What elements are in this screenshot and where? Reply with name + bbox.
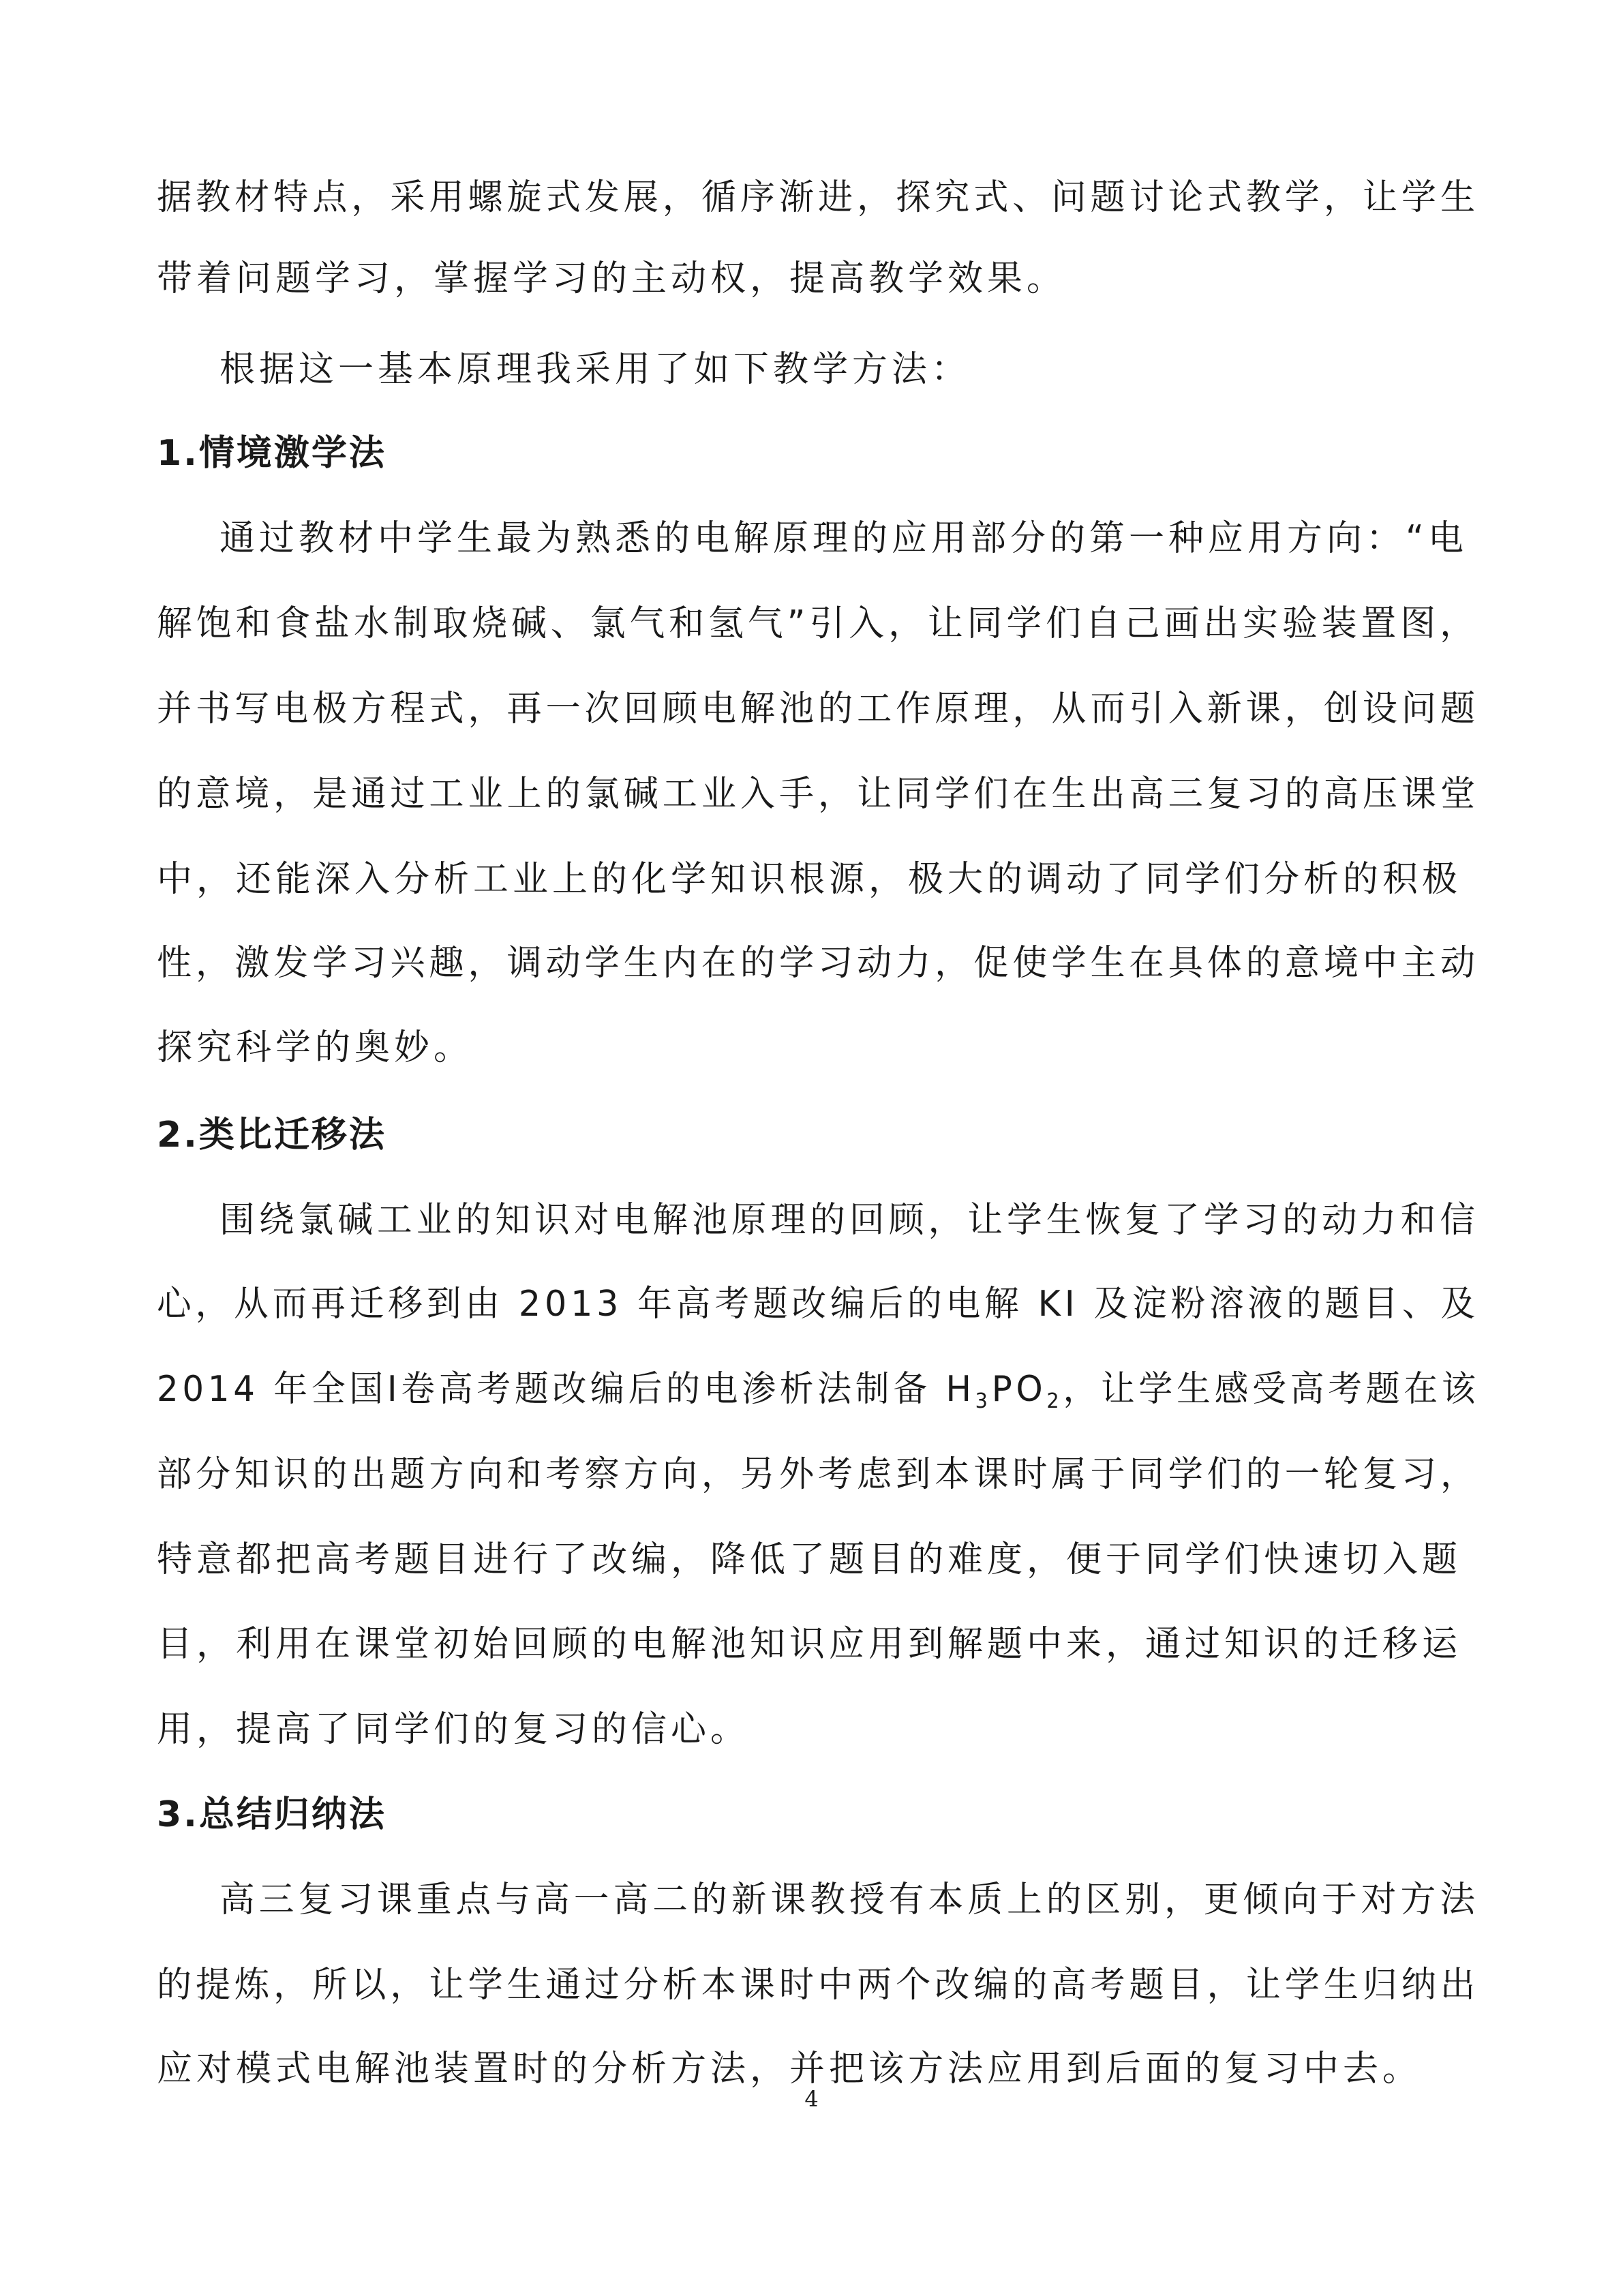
subscript: 2 <box>1046 1389 1063 1413</box>
section-heading: 1.情境激学法 <box>157 433 386 474</box>
text-run: PO <box>991 1369 1047 1410</box>
paragraph-line: 据教材特点，采用螺旋式发展，循序渐进，探究式、问题讨论式教学，让学生 <box>157 177 1480 218</box>
page-number: 4 <box>804 2086 819 2112</box>
paragraph-line: 部分知识的出题方向和考察方向，另外考虑到本课时属于同学们的一轮复习， <box>157 1454 1480 1495</box>
text-run: ，让学生感受高考题在该 <box>1063 1369 1480 1410</box>
paragraph-line: 目，利用在课堂初始回顾的电解池知识应用到解题中来，通过知识的迁移运 <box>157 1624 1462 1665</box>
paragraph-line: 应对模式电解池装置时的分析方法，并把该方法应用到后面的复习中去。 <box>157 2049 1423 2089</box>
paragraph-line: 性，激发学习兴趣，调动学生内在的学习动力，促使学生在具体的意境中主动 <box>157 943 1480 984</box>
paragraph-line: 带着问题学习，掌握学习的主动权，提高教学效果。 <box>157 258 1067 299</box>
paragraph-line: 中，还能深入分析工业上的化学知识根源，极大的调动了同学们分析的积极 <box>157 859 1462 900</box>
paragraph-line: 围绕氯碱工业的知识对电解池原理的回顾，让学生恢复了学习的动力和信 <box>219 1200 1480 1241</box>
paragraph-line <box>157 1365 1479 1413</box>
paragraph-line: 根据这一基本原理我采用了如下教学方法： <box>219 349 971 390</box>
paragraph-line: 用，提高了同学们的复习的信心。 <box>157 1709 750 1750</box>
paragraph-line: 并书写电极方程式，再一次回顾电解池的工作原理，从而引入新课，创设问题 <box>157 689 1480 729</box>
paragraph-line: 探究科学的奥妙。 <box>157 1027 474 1068</box>
text-run: 2014 年全国Ⅰ卷高考题改编后的电渗析法制备 H <box>157 1369 975 1410</box>
paragraph-line: 特意都把高考题目进行了改编，降低了题目的难度，便于同学们快速切入题 <box>157 1539 1462 1580</box>
section-heading: 2.类比迁移法 <box>157 1115 386 1155</box>
subscript: 3 <box>975 1389 992 1413</box>
paragraph-line: 的意境，是通过工业上的氯碱工业入手，让同学们在生出高三复习的高压课堂 <box>157 774 1480 815</box>
section-heading: 3.总结归纳法 <box>157 1794 386 1835</box>
paragraph-line: 解饱和食盐水制取烧碱、氯气和氢气”引入，让同学们自己画出实验装置图， <box>157 603 1479 644</box>
paragraph-line: 的提炼，所以，让学生通过分析本课时中两个改编的高考题目，让学生归纳出 <box>157 1965 1480 2006</box>
paragraph-line: 通过教材中学生最为熟悉的电解原理的应用部分的第一种应用方向：“电 <box>219 518 1468 559</box>
paragraph-line: 心，从而再迁移到由 2013 年高考题改编后的电解 KI 及淀粉溶液的题目、及 <box>157 1284 1479 1325</box>
paragraph-line: 高三复习课重点与高一高二的新课教授有本质上的区别，更倾向于对方法 <box>219 1879 1480 1920</box>
